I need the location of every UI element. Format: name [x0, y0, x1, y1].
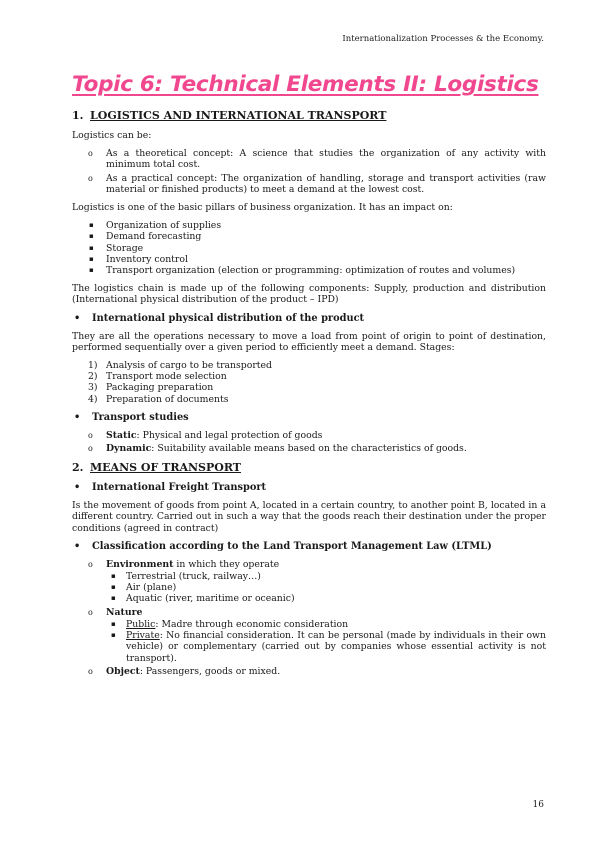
section-heading-1: [72, 109, 546, 122]
list-item: ▪ Aquatic (river, maritime or oceanic): [111, 593, 295, 605]
section-heading-2: [72, 461, 546, 474]
nature-list: [106, 619, 546, 664]
list-item: ▪ Storage: [89, 242, 144, 254]
stages-list: [72, 360, 546, 405]
square-bullet-icon: ▪: [111, 583, 116, 592]
definition-list: [72, 148, 546, 195]
square-bullet-icon: ▪: [111, 594, 116, 603]
bullet-icon: •: [74, 540, 81, 552]
page-body: [72, 72, 546, 684]
list-item: ▪ Public: Madre through economic consideration: [111, 618, 349, 630]
subheading-classification: • Classification according to the Land Transport Management Law (LTML): [74, 540, 492, 552]
list-item: ▪ Private: No financial consideration. It can be personal (made by individuals in their own vehicle) or complementary (carried out by companies whose essential activity is not transport).: [111, 630, 546, 664]
list-item: o As a practical concept: The organization of handling, storage and transport activities (raw material or finished products) to meet a demand at the lowest cost.: [88, 172, 546, 195]
circle-bullet-icon: o: [88, 444, 93, 454]
running-header: Internationalization Processes & the Economy.: [342, 34, 544, 44]
subheading-transport-studies: • Transport studies: [74, 411, 189, 423]
circle-bullet-icon: o: [88, 149, 93, 159]
list-item: ▪ Air (plane): [111, 582, 177, 594]
list-item: 1) Analysis of cargo to be transported: [88, 360, 272, 372]
square-bullet-icon: ▪: [89, 254, 94, 263]
list-item: o Dynamic: Suitability available means based on the characteristics of goods.: [88, 443, 467, 455]
list-item: o Object: Passengers, goods or mixed.: [88, 665, 281, 677]
bullet-icon: •: [74, 411, 81, 423]
square-bullet-icon: ▪: [111, 631, 116, 640]
subheading-ipd: • International physical distribution of the product: [74, 312, 365, 324]
square-bullet-icon: ▪: [89, 266, 94, 275]
list-item: 3) Packaging preparation: [88, 382, 214, 394]
list-item: ▪ Transport organization (election or programming: optimization of routes and volumes): [89, 265, 516, 277]
subheading-ift: • International Freight Transport: [74, 482, 267, 494]
impact-list: [72, 220, 546, 276]
list-item: ▪ Demand forecasting: [89, 231, 202, 243]
environment-list: [106, 571, 546, 605]
bullet-icon: •: [74, 482, 81, 494]
paragraph: Is the movement of goods from point A, located in a certain country, to another point B, located in a different country. Carried out in such a way that the goods reach their destination under the proper conditions (agreed in contract): [72, 500, 546, 534]
circle-bullet-icon: o: [88, 430, 93, 440]
square-bullet-icon: ▪: [111, 572, 116, 581]
section-number: 1.: [72, 109, 84, 122]
square-bullet-icon: ▪: [89, 221, 94, 230]
studies-list: [72, 430, 546, 454]
list-item: o Nature ▪ Public: Madre through economic consideration ▪ Private: No financial consideration. It can be personal (made by individuals in their own vehicle) or complementary (carried out by companies whose essential activity is not transport).: [88, 606, 546, 664]
square-bullet-icon: ▪: [89, 243, 94, 252]
circle-bullet-icon: o: [88, 173, 93, 183]
paragraph: Logistics can be:: [72, 130, 152, 141]
square-bullet-icon: ▪: [89, 232, 94, 241]
classification-list: [72, 559, 546, 677]
circle-bullet-icon: o: [88, 607, 93, 617]
paragraph: They are all the operations necessary to move a load from point of origin to point of destination, performed sequentially over a given period to efficiently meet a demand. Stages:: [72, 330, 546, 353]
page-number: 16: [532, 800, 544, 810]
list-item: o Static: Physical and legal protection of goods: [88, 429, 323, 441]
circle-bullet-icon: o: [88, 559, 93, 569]
bullet-icon: •: [74, 312, 81, 324]
paragraph: The logistics chain is made up of the following components: Supply, production and distribution (International physical distribution of the product – IPD): [72, 283, 546, 306]
page-title: Topic 6: Technical Elements II: Logistics: [72, 72, 539, 97]
list-item: o As a theoretical concept: A science that studies the organization of any activity with minimum total cost.: [88, 148, 546, 171]
list-item: ▪ Inventory control: [89, 253, 188, 265]
square-bullet-icon: ▪: [111, 619, 116, 628]
list-item: 4) Preparation of documents: [88, 393, 229, 405]
section-number: 2.: [72, 461, 84, 475]
paragraph: Logistics is one of the basic pillars of business organization. It has an impact on:: [72, 202, 453, 214]
list-item: ▪ Terrestrial (truck, railway…): [111, 571, 261, 583]
circle-bullet-icon: o: [88, 666, 93, 676]
section-title: MEANS OF TRANSPORT: [90, 461, 241, 475]
list-item: 2) Transport mode selection: [88, 371, 227, 383]
list-item: ▪ Organization of supplies: [89, 220, 222, 232]
section-title: LOGISTICS AND INTERNATIONAL TRANSPORT: [90, 109, 387, 122]
list-item: o Environment in which they operate ▪ Terrestrial (truck, railway…) ▪ Air (plane) ▪ Aquatic (river, maritime or oceanic): [72, 559, 546, 605]
